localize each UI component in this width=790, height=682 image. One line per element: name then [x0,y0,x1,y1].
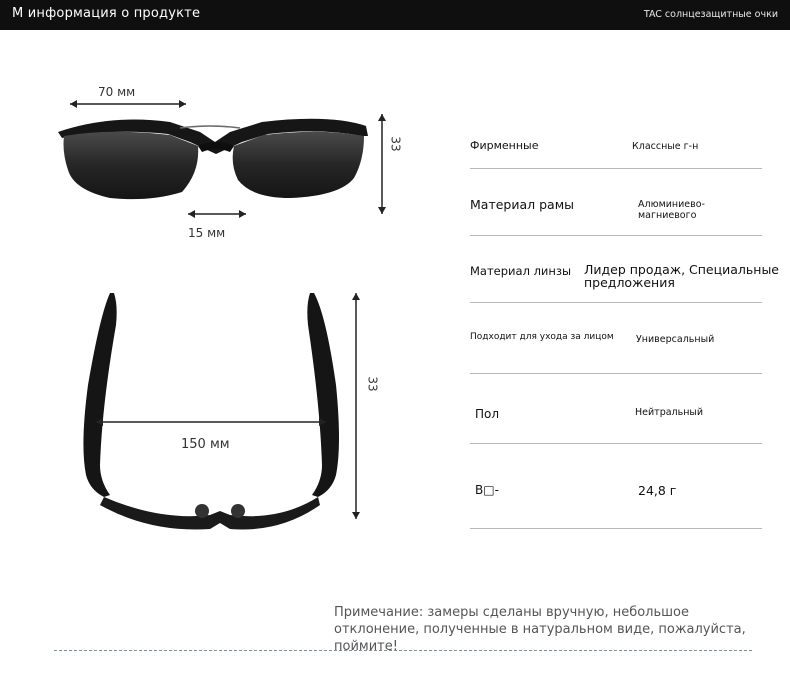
spec-label: Пол [475,407,500,421]
temple-length-label: 33 [365,376,380,392]
divider [470,235,762,236]
lens-width-label: 70 мм [98,85,136,99]
spec-label: Фирменные [470,139,539,152]
bridge-width-label: 15 мм [188,226,226,240]
glasses-front-view [50,80,410,250]
divider [470,443,762,444]
spec-value: 24,8 г [638,483,677,498]
spec-row-lens-material [470,262,780,304]
spec-label: Подходит для ухода за лицом [470,332,614,342]
spec-row-frame-material [470,195,762,237]
measurement-note: Примечание: замеры сделаны вручную, небольшое отклонение, полученные в натуральном виде, пожалуйста, поймите! [334,605,746,654]
spec-row-face-fit [470,331,762,375]
spec-label: Материал линзы [470,264,572,278]
glasses-top-view [70,285,380,545]
header-subtitle: TAC солнцезащитные очки [643,9,778,20]
frame-width-label: 150 мм [181,437,230,452]
spec-value: Алюминиево-магниевого [638,199,705,221]
header-title: М информация о продукте [12,6,201,21]
spec-row-gender [470,406,762,445]
divider [470,168,762,169]
spec-row-brand [470,136,762,170]
divider [470,528,762,529]
spec-row-weight [470,482,762,530]
spec-value: Лидер продаж, Специальные предложения [584,262,780,290]
header-bar [0,0,790,30]
divider [470,302,762,303]
lens-height-label: 33 [388,136,403,152]
spec-label: B□- [475,483,499,497]
spec-value: Классные г-н [632,141,699,152]
spec-value: Нейтральный [635,407,704,418]
divider [470,373,762,374]
dashed-divider [54,650,752,651]
spec-label: Материал рамы [470,197,574,212]
spec-value: Универсальный [636,334,715,345]
